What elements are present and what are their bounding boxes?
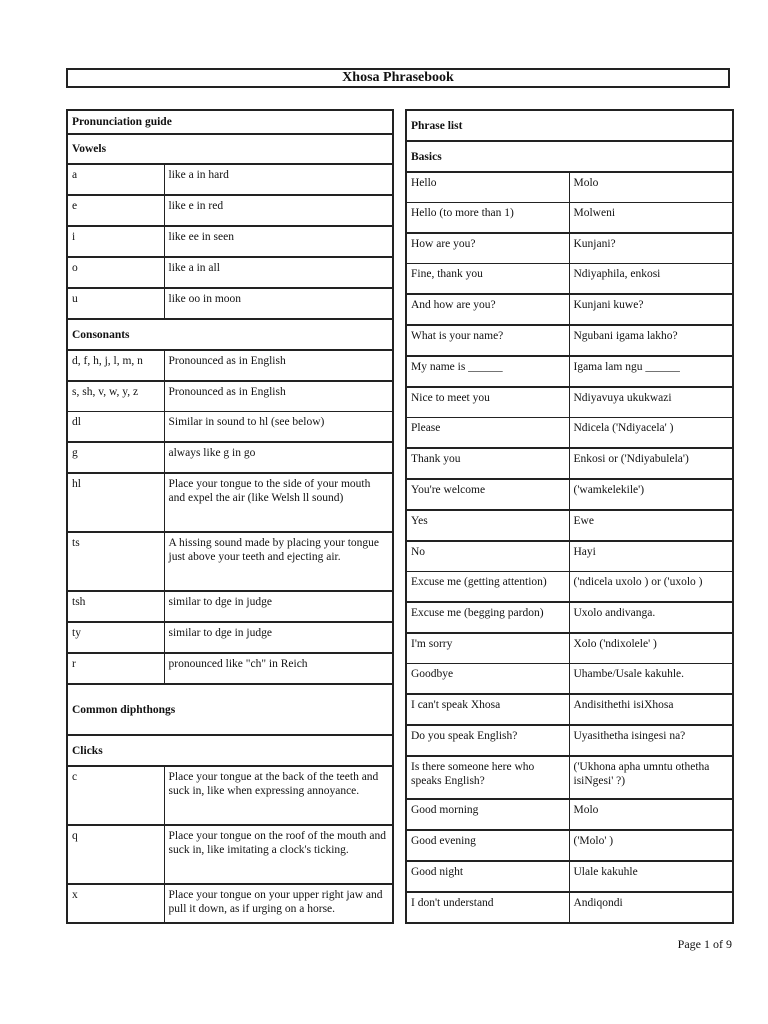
phrase-xhosa: Xolo ('ndixolele' ): [569, 633, 733, 664]
consonant-letters: dl: [67, 412, 164, 443]
phrase-english: No: [406, 541, 569, 572]
phrase-row: [406, 264, 733, 295]
phrase-list-heading: Phrase list: [406, 110, 733, 141]
vowel-description: like a in hard: [164, 164, 393, 195]
vowel-description: like ee in seen: [164, 226, 393, 257]
phrase-list-heading-row: [406, 110, 733, 141]
phrase-row: [406, 294, 733, 325]
phrase-english: Hello: [406, 172, 569, 203]
phrase-list-table: [405, 109, 734, 924]
phrase-english: Excuse me (getting attention): [406, 572, 569, 603]
phrase-xhosa: Molo: [569, 172, 733, 203]
phrase-row: [406, 172, 733, 203]
basics-heading-row: [406, 141, 733, 172]
pronunciation-guide-heading-row: [67, 110, 393, 134]
consonant-letters: ts: [67, 532, 164, 591]
vowel-row: [67, 164, 393, 195]
phrase-english: You're welcome: [406, 479, 569, 510]
phrase-xhosa: ('Molo' ): [569, 830, 733, 861]
phrase-xhosa: Andisithethi isiXhosa: [569, 694, 733, 725]
phrase-xhosa: Uyasithetha isingesi na?: [569, 725, 733, 756]
vowel-description: like oo in moon: [164, 288, 393, 319]
click-row: [67, 766, 393, 825]
phrase-row: [406, 418, 733, 449]
phrase-english: Excuse me (begging pardon): [406, 602, 569, 633]
consonant-description: similar to dge in judge: [164, 622, 393, 653]
phrase-row: [406, 861, 733, 892]
phrase-english: Good evening: [406, 830, 569, 861]
phrase-english: I can't speak Xhosa: [406, 694, 569, 725]
consonant-description: pronounced like "ch" in Reich: [164, 653, 393, 684]
consonant-letters: r: [67, 653, 164, 684]
consonant-row: [67, 381, 393, 412]
consonant-row: [67, 591, 393, 622]
phrase-xhosa: Ewe: [569, 510, 733, 541]
vowel-description: like a in all: [164, 257, 393, 288]
click-letter: x: [67, 884, 164, 923]
phrase-xhosa: Ulale kakuhle: [569, 861, 733, 892]
click-row: [67, 825, 393, 884]
phrase-english: Good morning: [406, 799, 569, 830]
phrase-row: [406, 387, 733, 418]
phrase-english: Please: [406, 418, 569, 449]
vowel-letter: e: [67, 195, 164, 226]
consonant-description: Place your tongue to the side of your mouth and expel the air (like Welsh ll sound): [164, 473, 393, 532]
phrase-xhosa: Igama lam ngu ______: [569, 356, 733, 387]
phrase-row: [406, 510, 733, 541]
consonant-letters: s, sh, v, w, y, z: [67, 381, 164, 412]
click-description: Place your tongue at the back of the teeth and suck in, like when expressing annoyance.: [164, 766, 393, 825]
phrase-xhosa: ('ndicela uxolo ) or ('uxolo ): [569, 572, 733, 603]
phrase-xhosa: Ndiyaphila, enkosi: [569, 264, 733, 295]
phrase-row: [406, 356, 733, 387]
vowel-letter: o: [67, 257, 164, 288]
vowel-row: [67, 195, 393, 226]
vowel-description: like e in red: [164, 195, 393, 226]
basics-heading: Basics: [406, 141, 733, 172]
phrase-xhosa: Molo: [569, 799, 733, 830]
phrase-english: Nice to meet you: [406, 387, 569, 418]
phrase-english: Hello (to more than 1): [406, 203, 569, 234]
pronunciation-guide-heading: Pronunciation guide: [67, 110, 393, 134]
phrase-row: [406, 479, 733, 510]
consonant-description: similar to dge in judge: [164, 591, 393, 622]
phrase-xhosa: ('wamkelekile'): [569, 479, 733, 510]
phrase-english: Thank you: [406, 448, 569, 479]
phrase-xhosa: Enkosi or ('Ndiyabulela'): [569, 448, 733, 479]
phrase-xhosa: Ndicela ('Ndiyacela' ): [569, 418, 733, 449]
phrase-xhosa: Kunjani?: [569, 233, 733, 264]
phrase-row: [406, 892, 733, 923]
consonant-letters: tsh: [67, 591, 164, 622]
phrase-row: [406, 633, 733, 664]
consonant-letters: g: [67, 442, 164, 473]
phrase-xhosa: Uhambe/Usale kakuhle.: [569, 664, 733, 695]
phrase-row: [406, 448, 733, 479]
vowel-row: [67, 257, 393, 288]
phrase-english: Fine, thank you: [406, 264, 569, 295]
phrase-row: [406, 602, 733, 633]
phrase-english: Yes: [406, 510, 569, 541]
document-title: Xhosa Phrasebook: [66, 68, 730, 88]
phrase-english: I don't understand: [406, 892, 569, 923]
click-letter: c: [67, 766, 164, 825]
vowels-heading-row: [67, 134, 393, 164]
pronunciation-guide-table: [66, 109, 394, 924]
phrase-xhosa: Andiqondi: [569, 892, 733, 923]
common-diphthongs-heading-row: [67, 684, 393, 735]
phrase-row: [406, 541, 733, 572]
phrase-xhosa: Uxolo andivanga.: [569, 602, 733, 633]
phrase-xhosa: Ngubani igama lakho?: [569, 325, 733, 356]
vowel-letter: u: [67, 288, 164, 319]
phrase-english: Goodbye: [406, 664, 569, 695]
page-number: Page 1 of 9: [677, 937, 732, 951]
phrase-english: And how are you?: [406, 294, 569, 325]
phrase-english: My name is ______: [406, 356, 569, 387]
click-description: Place your tongue on the roof of the mouth and suck in, like imitating a clock's ticking.: [164, 825, 393, 884]
phrase-english: How are you?: [406, 233, 569, 264]
phrase-xhosa: Hayi: [569, 541, 733, 572]
consonant-row: [67, 532, 393, 591]
consonant-row: [67, 473, 393, 532]
click-letter: q: [67, 825, 164, 884]
vowel-row: [67, 288, 393, 319]
phrase-row: [406, 664, 733, 695]
phrase-english: What is your name?: [406, 325, 569, 356]
phrase-english: Is there someone here who speaks English?: [406, 756, 569, 799]
consonants-heading: Consonants: [67, 319, 393, 350]
consonant-row: [67, 622, 393, 653]
click-description: Place your tongue on your upper right jaw and pull it down, as if urging on a horse.: [164, 884, 393, 923]
clicks-heading: Clicks: [67, 735, 393, 766]
vowel-letter: a: [67, 164, 164, 195]
vowels-heading: Vowels: [67, 134, 393, 164]
consonant-row: [67, 442, 393, 473]
phrase-xhosa: Ndiyavuya ukukwazi: [569, 387, 733, 418]
clicks-heading-row: [67, 735, 393, 766]
consonant-description: Similar in sound to hl (see below): [164, 412, 393, 443]
phrase-row: [406, 799, 733, 830]
consonant-row: [67, 412, 393, 443]
phrase-row: [406, 725, 733, 756]
phrase-english: Do you speak English?: [406, 725, 569, 756]
consonant-letters: ty: [67, 622, 164, 653]
click-row: [67, 884, 393, 923]
vowel-row: [67, 226, 393, 257]
phrase-row: [406, 203, 733, 234]
phrase-row: [406, 325, 733, 356]
phrase-row: [406, 694, 733, 725]
phrase-row: [406, 233, 733, 264]
consonant-letters: hl: [67, 473, 164, 532]
consonant-row: [67, 350, 393, 381]
phrase-xhosa: ('Ukhona apha umntu othetha isiNgesi' ?): [569, 756, 733, 799]
phrase-row: [406, 572, 733, 603]
consonant-row: [67, 653, 393, 684]
common-diphthongs-heading: Common diphthongs: [67, 684, 393, 735]
phrase-xhosa: Kunjani kuwe?: [569, 294, 733, 325]
consonant-letters: d, f, h, j, l, m, n: [67, 350, 164, 381]
consonant-description: always like g in go: [164, 442, 393, 473]
consonants-heading-row: [67, 319, 393, 350]
phrase-row: [406, 756, 733, 799]
vowel-letter: i: [67, 226, 164, 257]
consonant-description: Pronounced as in English: [164, 381, 393, 412]
phrase-row: [406, 830, 733, 861]
phrase-english: Good night: [406, 861, 569, 892]
phrase-english: I'm sorry: [406, 633, 569, 664]
phrase-xhosa: Molweni: [569, 203, 733, 234]
consonant-description: Pronounced as in English: [164, 350, 393, 381]
consonant-description: A hissing sound made by placing your tongue just above your teeth and ejecting air.: [164, 532, 393, 591]
